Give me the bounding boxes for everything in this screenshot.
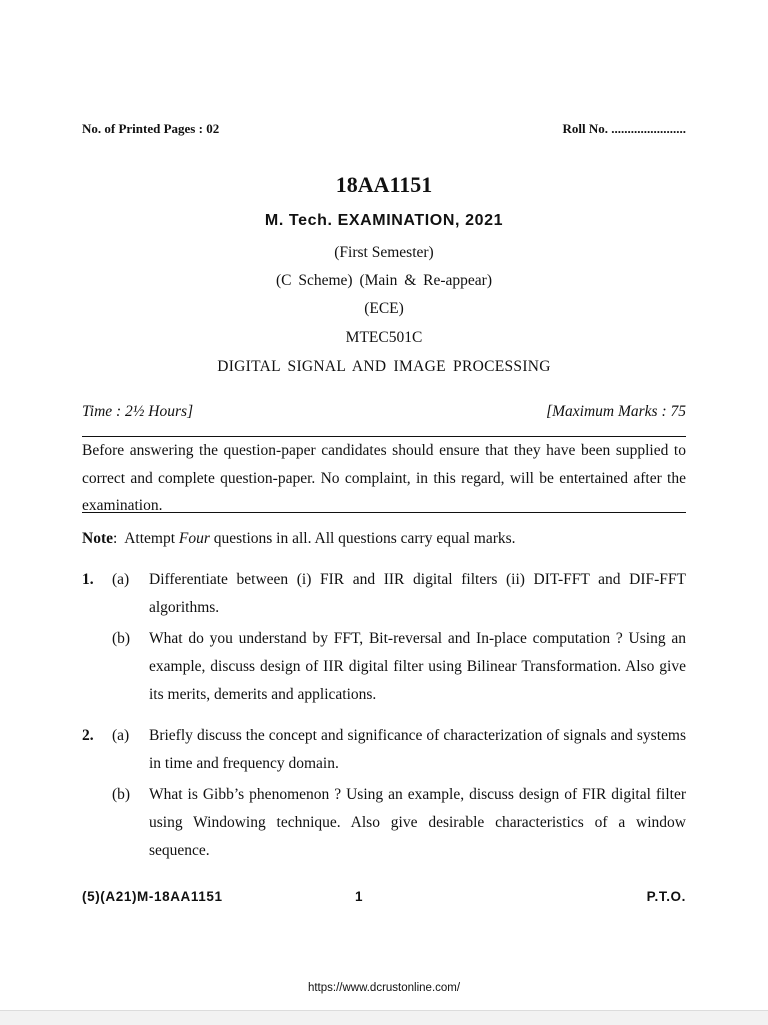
instruction-text: Before answering the question-paper candidates should ensure that they have been supplied to correct and complete question-paper. No complaint, in this regard, will be entertained after the examination. xyxy=(82,442,686,514)
note-suffix: questions in all. All questions carry equal marks. xyxy=(209,530,516,547)
note-prefix: : Attempt xyxy=(113,530,179,547)
course-code: MTEC501C xyxy=(345,329,423,346)
paper-code: 18AA1151 xyxy=(335,172,433,197)
question-part-text: What is Gibb’s phenomenon ? Using an example, discuss design of FIR digital filter using Windowing technique. Also give desirable characteristics of a window sequence. xyxy=(149,786,686,859)
bottom-band xyxy=(0,1010,768,1025)
note-emphasis: Four xyxy=(178,530,210,547)
page-number: 1 xyxy=(355,889,364,904)
please-turn-over: P.T.O. xyxy=(646,889,686,904)
semester: (First Semester) xyxy=(334,244,434,261)
roll-number-field: Roll No. ....................... xyxy=(562,121,686,136)
maximum-marks: [Maximum Marks : 75 xyxy=(546,403,686,420)
note-line xyxy=(82,529,516,549)
note-label: Note xyxy=(82,530,113,547)
question-part-label: (b) xyxy=(112,630,131,647)
printed-pages-count: No. of Printed Pages : 02 xyxy=(82,121,220,136)
subject-title: DIGITAL SIGNAL AND IMAGE PROCESSING xyxy=(217,358,551,375)
footer-paper-code: (5)(A21)M-18AA1151 xyxy=(82,889,223,904)
time-allowed: Time : 2½ Hours] xyxy=(82,403,194,420)
question-part-label: (a) xyxy=(112,727,130,744)
question-part-label: (a) xyxy=(112,571,130,588)
question-number: 1. xyxy=(82,571,94,588)
exam-title: M. Tech. EXAMINATION, 2021 xyxy=(264,212,504,229)
question-part-text: What do you understand by FFT, Bit-reversal and In-place computation ? Using an example, discuss design of IIR digital filter using Bilinear Transformation. Also give its merits, demerits and applications. xyxy=(149,630,686,703)
question-part-label: (b) xyxy=(112,786,131,803)
question-part-text: Briefly discuss the concept and significance of characterization of signals and systems in time and frequency domain. xyxy=(149,727,686,772)
question-number: 2. xyxy=(82,727,94,744)
source-url: https://www.dcrustonline.com/ xyxy=(307,982,461,994)
question-part-text: Differentiate between (i) FIR and IIR digital filters (ii) DIT-FFT and DIF-FFT algorithms. xyxy=(149,571,686,616)
scheme: (C Scheme) (Main & Re-appear) xyxy=(275,272,492,289)
branch: (ECE) xyxy=(364,300,404,317)
bottom-divider xyxy=(82,512,686,513)
